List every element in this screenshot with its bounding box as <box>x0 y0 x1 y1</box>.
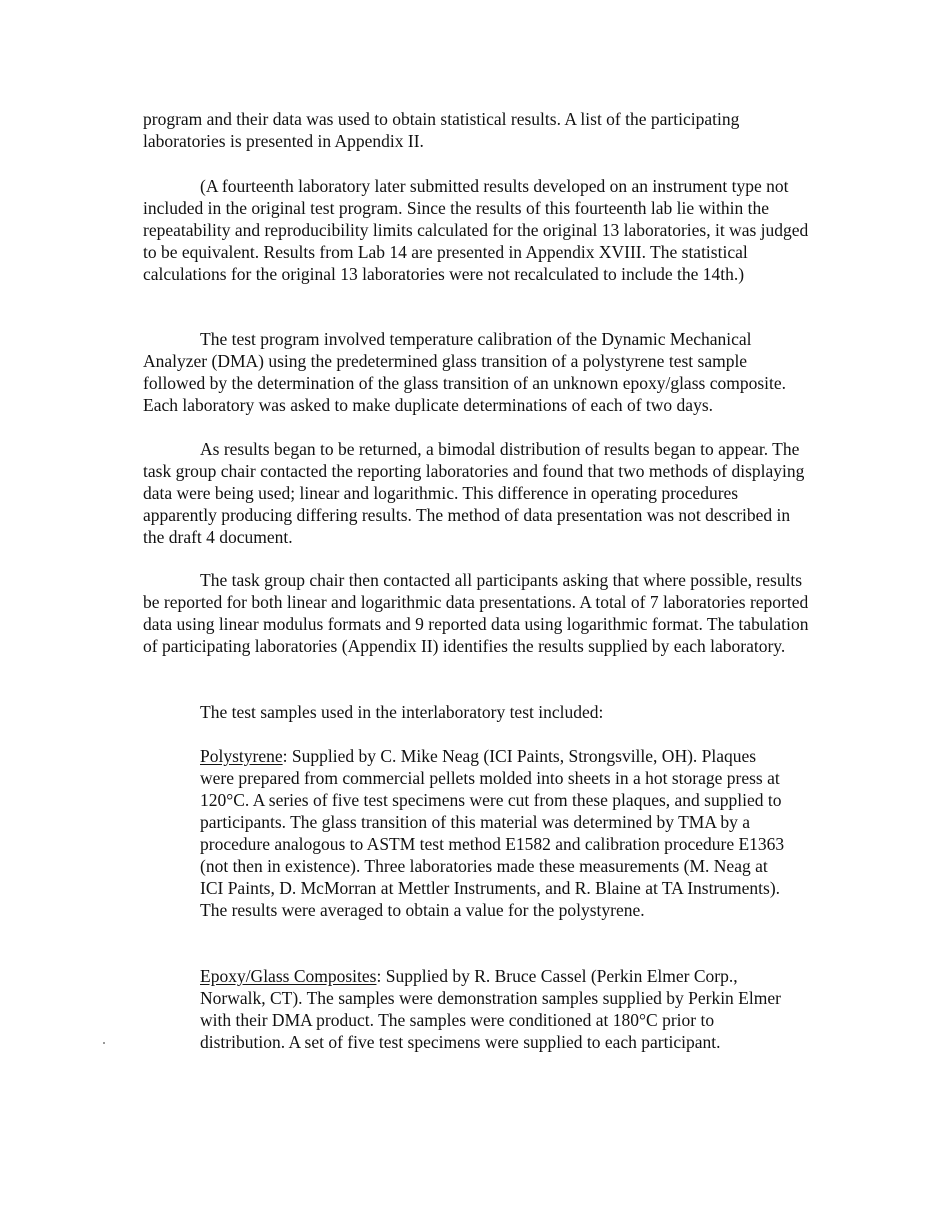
scan-speck <box>103 1042 105 1044</box>
sample-epoxy-body: Supplied by R. Bruce Cassel (Perkin Elmer Corp., Norwalk, CT). The samples were demonstration samples supplied by Perkin Elmer with their DMA product. The samples were conditioned at 180°C prior to distribution. A set of five test specimens were supplied to each participant. <box>200 966 781 1052</box>
sample-polystyrene-separator: : <box>282 746 292 766</box>
paragraph-participants-list: program and their data was used to obtain statistical results. A list of the participating laboratories is presented in Appendix II. <box>143 109 740 151</box>
paragraph-bimodal-distribution: As results began to be returned, a bimodal distribution of results began to appear. The task group chair contacted the reporting laboratories and found that two methods of displaying data were being used; linear and logarithmic. This difference in operating procedures apparently producing differing results. The method of data presentation was not described in the draft 4 document. <box>143 439 805 547</box>
sample-epoxy-glass <box>200 965 790 1053</box>
sample-epoxy-separator: : <box>376 966 386 986</box>
sample-polystyrene <box>200 745 790 921</box>
paragraph-test-program: The test program involved temperature calibration of the Dynamic Mechanical Analyzer (DMA) using the predetermined glass transition of a polystyrene test sample followed by the determination of the glass transition of an unknown epoxy/glass composite. Each laboratory was asked to make duplicate determinations of each of two days. <box>143 329 787 415</box>
sample-polystyrene-heading: Polystyrene <box>200 746 283 766</box>
paragraph-fourteenth-lab: (A fourteenth laboratory later submitted results developed on an instrument type not included in the original test program. Since the results of this fourteenth lab lie within the repeatability and reproducibility limits calculated for the original 13 laboratories, it was judged to be equivalent. Results from Lab 14 are presented in Appendix XVIII. The statistical calculations for the original 13 laboratories were not recalculated to include the 14th.) <box>143 176 809 284</box>
sample-epoxy-heading: Epoxy/Glass Composites <box>200 966 377 986</box>
paragraph-test-samples-intro: The test samples used in the interlaboratory test included: <box>200 702 604 722</box>
sample-polystyrene-body: Supplied by C. Mike Neag (ICI Paints, Strongsville, OH). Plaques were prepared from commercial pellets molded into sheets in a hot storage press at 120°C. A series of five test specimens were cut from these plaques, and supplied to participants. The glass transition of this material was determined by TMA by a procedure analogous to ASTM test method E1582 and calibration procedure E1363 (not then in existence). Three laboratories made these measurements (M. Neag at ICI Paints, D. McMorran at Mettler Instruments, and R. Blaine at TA Instruments). The results were averaged to obtain a value for the polystyrene. <box>200 746 785 920</box>
paragraph-linear-logarithmic: The task group chair then contacted all participants asking that where possible, results be reported for both linear and logarithmic data presentations. A total of 7 laboratories reported data using linear modulus formats and 9 reported data using logarithmic format. The tabulation of participating laboratories (Appendix II) identifies the results supplied by each laboratory. <box>143 570 809 656</box>
